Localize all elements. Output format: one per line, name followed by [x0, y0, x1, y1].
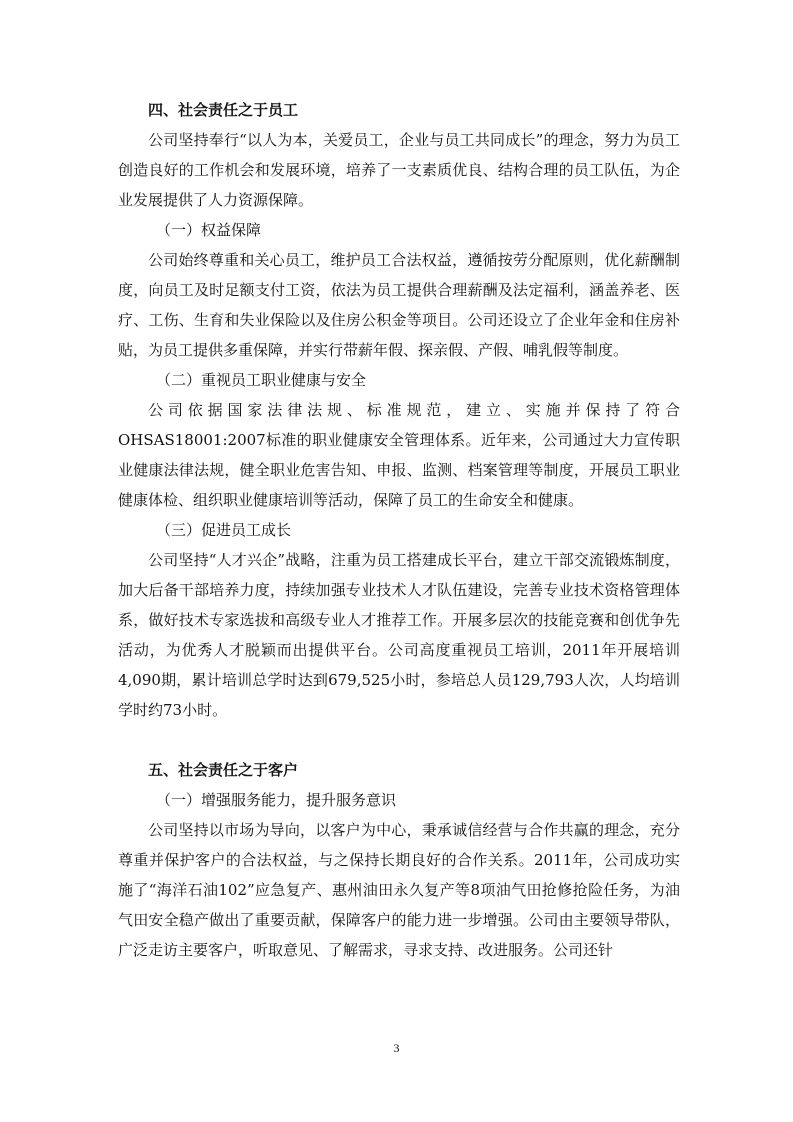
section-4-sub-2-paragraph: 公司依据国家法律法规、标准规范，建立、实施并保持了符合OHSAS18001:2007标准的职业健康安全管理体系。近年来，公司通过大力宣传职业健康法律法规，健全职业危害告知、申报、监测、档案管理等制度，开展员工职业健康体检、组织职业健康培训等活动，保障了员工的生命安全和健康。 — [118, 401, 680, 509]
section-spacer — [118, 725, 680, 755]
page-content — [118, 95, 680, 965]
section-4-sub-3-paragraph: 公司坚持“人才兴企”战略，注重为员工搭建成长平台，建立干部交流锻炼制度，加大后备干部培养力度，持续加强专业技术人才队伍建设，完善专业技术资格管理体系，做好技术专家选拔和高级专业人才推荐工作。开展多层次的技能竞赛和创优争先活动，为优秀人才脱颖而出提供平台。公司高度重视员工培训，2011年开展培训4,090期，累计培训总学时达到679,525小时，参培总人员129,793人次，人均培训学时约73小时。 — [118, 551, 680, 719]
page-number: 3 — [393, 1041, 400, 1055]
section-4-sub-1-heading: （一）权益保障 — [156, 221, 262, 239]
section-5-sub-1-heading: （一）增强服务能力，提升服务意识 — [156, 791, 397, 809]
section-4-intro-paragraph: 公司坚持奉行“以人为本，关爱员工，企业与员工共同成长”的理念，努力为员工创造良好的工作机会和发展环境，培养了一支素质优良、结构合理的员工队伍，为企业发展提供了人力资源保障。 — [118, 131, 680, 209]
section-4-sub-1-paragraph: 公司始终尊重和关心员工，维护员工合法权益，遵循按劳分配原则，优化薪酬制度，向员工及时足额支付工资，依法为员工提供合理薪酬及法定福利，涵盖养老、医疗、工伤、生育和失业保险以及住房公积金等项目。公司还设立了企业年金和住房补贴，为员工提供多重保障，并实行带薪年假、探亲假、产假、哺乳假等制度。 — [118, 251, 680, 359]
section-5-sub-1-paragraph: 公司坚持以市场为导向，以客户为中心，秉承诚信经营与合作共赢的理念，充分尊重并保护客户的合法权益，与之保持长期良好的合作关系。2011年，公司成功实施了“海洋石油102”应急复产、惠州油田永久复产等8项油气田抢修抢险任务，为油气田安全稳产做出了重要贡献，保障客户的能力进一步增强。公司由主要领导带队，广泛走访主要客户，听取意见、了解需求，寻求支持、改进服务。公司还针 — [118, 821, 680, 959]
section-4-heading: 四、社会责任之于员工 — [148, 101, 299, 119]
section-4-sub-2-heading: （二）重视员工职业健康与安全 — [156, 371, 367, 389]
section-4-sub-3-heading: （三）促进员工成长 — [156, 521, 292, 539]
section-5-heading: 五、社会责任之于客户 — [148, 761, 299, 779]
